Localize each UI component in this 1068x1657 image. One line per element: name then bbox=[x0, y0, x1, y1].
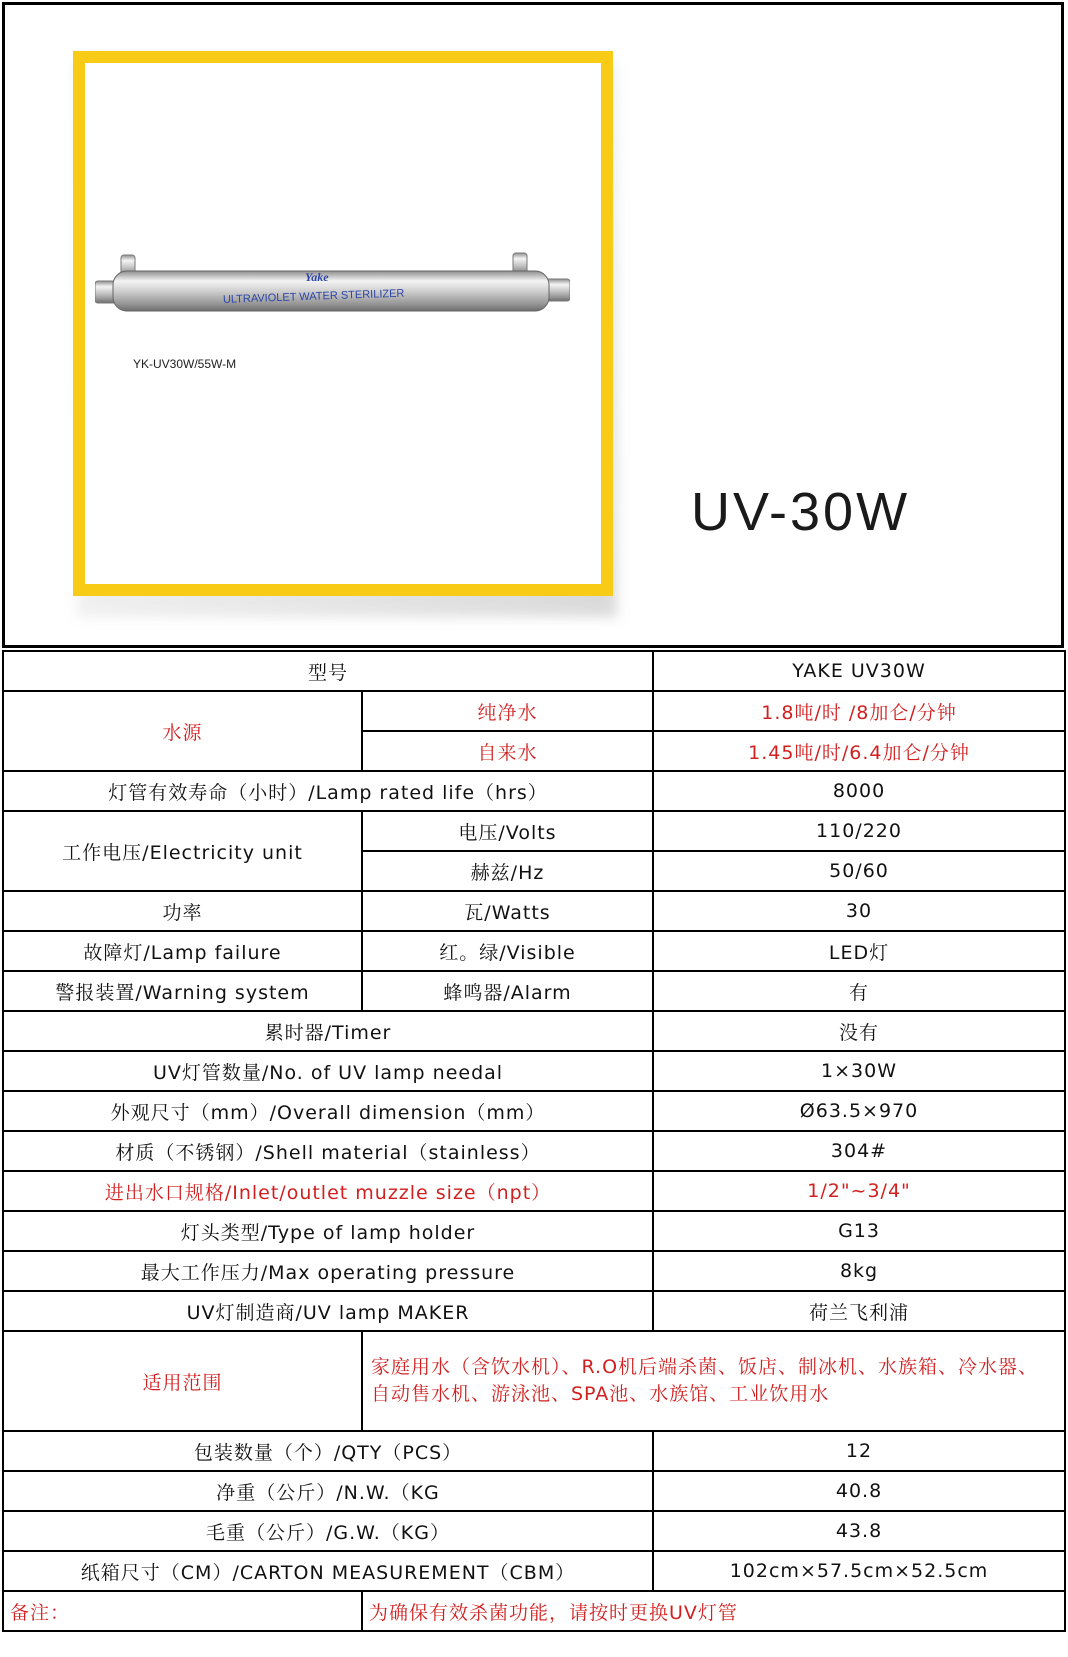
material-label: 材质（不锈钢）/Shell material（stainless） bbox=[3, 1131, 653, 1171]
carton-label: 纸箱尺寸（CM）/CARTON MEASUREMENT（CBM） bbox=[3, 1551, 653, 1591]
qty-value: 12 bbox=[653, 1431, 1065, 1471]
lamp-holder-value: G13 bbox=[653, 1211, 1065, 1251]
warning-value: 有 bbox=[653, 971, 1065, 1011]
net-weight-label: 净重（公斤）/N.W.（KG bbox=[3, 1471, 653, 1511]
table-row bbox=[3, 811, 1065, 851]
lamp-holder-label: 灯头类型/Type of lamp holder bbox=[3, 1211, 653, 1251]
table-row bbox=[3, 1251, 1065, 1291]
table-row bbox=[3, 691, 1065, 731]
maker-label: UV灯制造商/UV lamp MAKER bbox=[3, 1291, 653, 1331]
hz-label: 赫兹/Hz bbox=[362, 851, 653, 891]
application-label: 适用范围 bbox=[3, 1331, 362, 1431]
water-source-label: 水源 bbox=[3, 691, 362, 771]
inlet-label: 进出水口规格/Inlet/outlet muzzle size（npt） bbox=[3, 1171, 653, 1211]
qty-label: 包装数量（个）/QTY（PCS） bbox=[3, 1431, 653, 1471]
dimension-value: Ø63.5×970 bbox=[653, 1091, 1065, 1131]
table-row bbox=[3, 651, 1065, 691]
table-row bbox=[3, 1211, 1065, 1251]
material-value: 304# bbox=[653, 1131, 1065, 1171]
lamp-failure-label: 故障灯/Lamp failure bbox=[3, 931, 362, 971]
lamp-failure-sub-label: 红。绿/Visible bbox=[362, 931, 653, 971]
timer-label: 累时器/Timer bbox=[3, 1011, 653, 1051]
maker-value: 荷兰飞利浦 bbox=[653, 1291, 1065, 1331]
lamp-count-value: 1×30W bbox=[653, 1051, 1065, 1091]
table-row bbox=[3, 1091, 1065, 1131]
table-row bbox=[3, 1011, 1065, 1051]
pure-water-value: 1.8吨/时 /8加仑/分钟 bbox=[653, 691, 1065, 731]
model-label: 型号 bbox=[3, 651, 653, 691]
lamp-failure-value: LED灯 bbox=[653, 931, 1065, 971]
dimension-label: 外观尺寸（mm）/Overall dimension（mm） bbox=[3, 1091, 653, 1131]
table-row bbox=[3, 1591, 1065, 1631]
lamp-life-label: 灯管有效寿命（小时）/Lamp rated life（hrs） bbox=[3, 771, 653, 811]
tube-label-text: ULTRAVIOLET WATER STERILIZER bbox=[222, 287, 405, 306]
spec-table bbox=[2, 650, 1066, 1632]
table-row bbox=[3, 1511, 1065, 1551]
note-value: 为确保有效杀菌功能，请按时更换UV灯管 bbox=[362, 1591, 1065, 1631]
tap-water-value: 1.45吨/时/6.4加仑/分钟 bbox=[653, 731, 1065, 771]
net-weight-value: 40.8 bbox=[653, 1471, 1065, 1511]
table-row bbox=[3, 1471, 1065, 1511]
table-row bbox=[3, 1551, 1065, 1591]
model-value: YAKE UV30W bbox=[653, 651, 1065, 691]
warning-label: 警报装置/Warning system bbox=[3, 971, 362, 1011]
lamp-life-value: 8000 bbox=[653, 771, 1065, 811]
note-label: 备注： bbox=[3, 1591, 362, 1631]
application-value: 家庭用水（含饮水机）、R.O机后端杀菌、饭店、制冰机、水族箱、冷水器、自动售水机、游泳池、SPA池、水族馆、工业饮用水 bbox=[362, 1331, 1065, 1431]
table-row bbox=[3, 1171, 1065, 1211]
uv-sterilizer-image bbox=[95, 249, 570, 319]
product-title: UV-30W bbox=[691, 482, 911, 542]
lamp-count-label: UV灯管数量/No. of UV lamp needal bbox=[3, 1051, 653, 1091]
table-row bbox=[3, 1331, 1065, 1431]
table-row bbox=[3, 1131, 1065, 1171]
hz-value: 50/60 bbox=[653, 851, 1065, 891]
electricity-label: 工作电压/Electricity unit bbox=[3, 811, 362, 891]
tube-brand-text: Yake bbox=[305, 270, 329, 284]
inlet-value: 1/2"~3/4" bbox=[653, 1171, 1065, 1211]
product-panel bbox=[2, 2, 1064, 648]
table-row bbox=[3, 1051, 1065, 1091]
gross-weight-value: 43.8 bbox=[653, 1511, 1065, 1551]
model-caption: YK-UV30W/55W-M bbox=[133, 357, 237, 371]
carton-value: 102cm×57.5cm×52.5cm bbox=[653, 1551, 1065, 1591]
pure-water-label: 纯净水 bbox=[362, 691, 653, 731]
power-label: 功率 bbox=[3, 891, 362, 931]
table-row bbox=[3, 1291, 1065, 1331]
product-photo-frame bbox=[73, 51, 613, 596]
pressure-label: 最大工作压力/Max operating pressure bbox=[3, 1251, 653, 1291]
power-value: 30 bbox=[653, 891, 1065, 931]
tap-water-label: 自来水 bbox=[362, 731, 653, 771]
power-sub-label: 瓦/Watts bbox=[362, 891, 653, 931]
volts-value: 110/220 bbox=[653, 811, 1065, 851]
table-row bbox=[3, 1431, 1065, 1471]
pressure-value: 8kg bbox=[653, 1251, 1065, 1291]
warning-sub-label: 蜂鸣器/Alarm bbox=[362, 971, 653, 1011]
volts-label: 电压/Volts bbox=[362, 811, 653, 851]
gross-weight-label: 毛重（公斤）/G.W.（KG） bbox=[3, 1511, 653, 1551]
table-row bbox=[3, 971, 1065, 1011]
table-row bbox=[3, 931, 1065, 971]
table-row bbox=[3, 771, 1065, 811]
timer-value: 没有 bbox=[653, 1011, 1065, 1051]
table-row bbox=[3, 891, 1065, 931]
